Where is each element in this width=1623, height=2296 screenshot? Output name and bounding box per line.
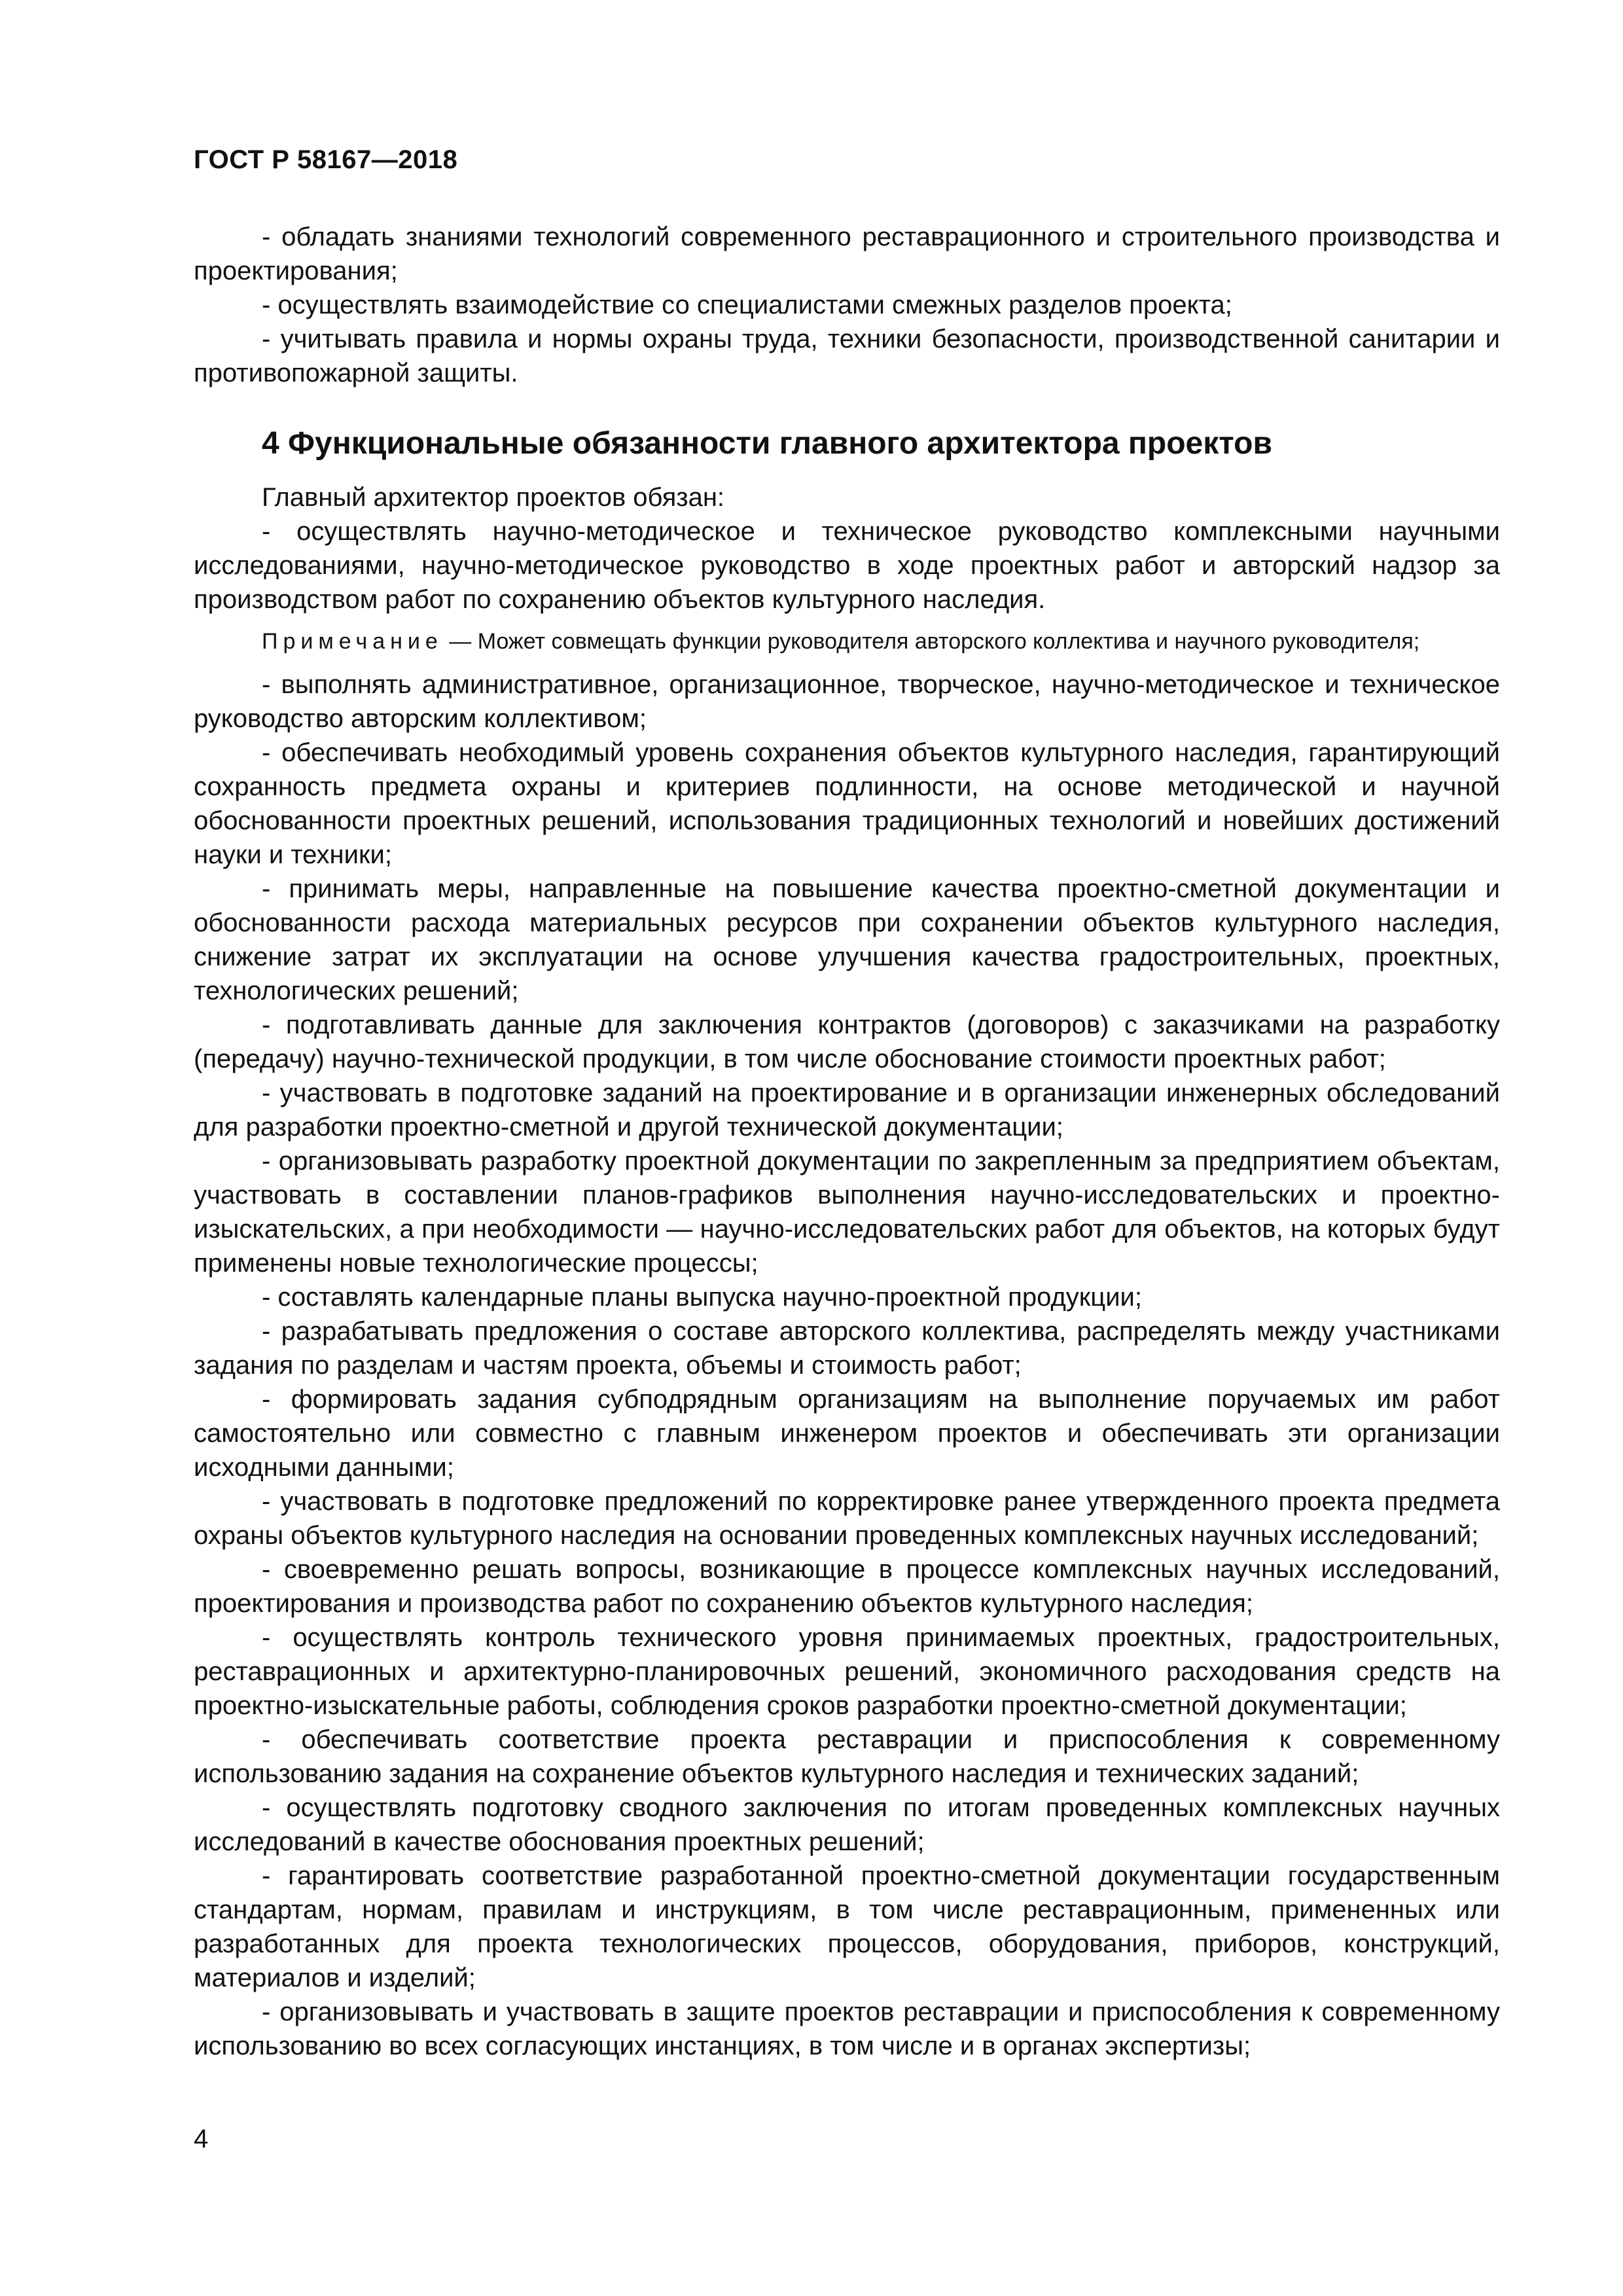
intro-item: - осуществлять взаимодействие со специалистами смежных разделов проекта; [262,291,1232,319]
section-lead: Главный архитектор проектов обязан: [262,483,725,512]
page-content [194,220,1500,2063]
duty-item: - составлять календарные планы выпуска научно-проектной продукции; [262,1283,1142,1312]
duty-item: - принимать меры, направленные на повышение качества проектно-сметной документации и обоснованности расхода материальных ресурсов при сохранении объектов культурного наследия, снижение затрат их эксплуатации на основе улучшения качества градостроительных, проектных, технологических решений; [194,874,1500,1005]
duty-item: - формировать задания субподрядным организациям на выполнение поручаемых им работ самостоятельно или совместно с главным инженером проектов и обеспечивать эти организации исходными данными; [194,1385,1500,1482]
duty-item: - своевременно решать вопросы, возникающие в процессе комплексных научных исследований, проектирования и производства работ по сохранению объектов культурного наследия; [194,1555,1500,1618]
note [194,627,1500,656]
page-number: 4 [194,2125,209,2153]
note-label: Примечание [262,629,443,654]
duty-item: - участвовать в подготовке предложений по корректировке ранее утвержденного проекта предмета охраны объектов культурного наследия на основании проведенных комплексных научных исследований; [194,1487,1500,1550]
duty-item: - организовывать и участвовать в защите проектов реставрации и приспособления к современному использованию во всех согласующих инстанциях, в том числе и в органах экспертизы; [194,1998,1500,2060]
duty-item: - осуществлять подготовку сводного заключения по итогам проведенных комплексных научных исследований в качестве обоснования проектных решений; [194,1793,1500,1856]
duty-item: - обеспечивать необходимый уровень сохранения объектов культурного наследия, гарантирующий сохранность предмета охраны и критериев подлинности, на основе методической и научной обоснованности проектных решений, использования традиционных технологий и новейших достижений науки и техники; [194,738,1500,869]
duty-item: - организовывать разработку проектной документации по закрепленным за предприятием объектам, участвовать в составлении планов-графиков выполнения научно-исследовательских и проектно-изыскательских, а при необходимости — научно-исследовательских работ для объектов, на которых будут применены новые технологические процессы; [194,1147,1500,1278]
note-text: — Может совмещать функции руководителя авторского коллектива и научного руководителя; [449,629,1420,654]
document-code-header: ГОСТ Р 58167—2018 [194,145,458,174]
duty-item: - участвовать в подготовке заданий на проектирование и в организации инженерных обследований для разработки проектно-сметной и другой технической документации; [194,1079,1500,1141]
duty-item: - выполнять административное, организационное, творческое, научно-методическое и техническое руководство авторским коллективом; [194,670,1500,733]
intro-item: - учитывать правила и нормы охраны труда, техники безопасности, производственной санитарии и противопожарной защиты. [194,325,1500,387]
duty-item: - осуществлять контроль технического уровня принимаемых проектных, градостроительных, реставрационных и архитектурно-планировочных решений, экономичного расходования средств на проектно-изыскательные работы, соблюдения сроков разработки проектно-сметной документации; [194,1623,1500,1720]
intro-item: - обладать знаниями технологий современного реставрационного и строительного производства и проектирования; [194,223,1500,285]
duty-item: - гарантировать соответствие разработанной проектно-сметной документации государственным стандартам, нормам, правилам и инструкциям, в том числе реставрационным, примененных или разработанных для проекта технологических процессов, оборудования, приборов, конструкций, материалов и изделий; [194,1861,1500,1992]
duty-item: - осуществлять научно-методическое и техническое руководство комплексными научными исследованиями, научно-методическое руководство в ходе проектных работ и авторский надзор за производством работ по сохранению объектов культурного наследия. [194,517,1500,614]
duty-item: - разрабатывать предложения о составе авторского коллектива, распределять между участниками задания по разделам и частям проекта, объемы и стоимость работ; [194,1317,1500,1380]
duty-item: - подготавливать данные для заключения контрактов (договоров) с заказчиками на разработку (передачу) научно-технической продукции, в том числе обоснование стоимости проектных работ; [194,1011,1500,1073]
duty-item: - обеспечивать соответствие проекта реставрации и приспособления к современному использованию задания на сохранение объектов культурного наследия и технических заданий; [194,1725,1500,1788]
section-heading: 4 Функциональные обязанности главного архитектора проектов [262,426,1272,461]
